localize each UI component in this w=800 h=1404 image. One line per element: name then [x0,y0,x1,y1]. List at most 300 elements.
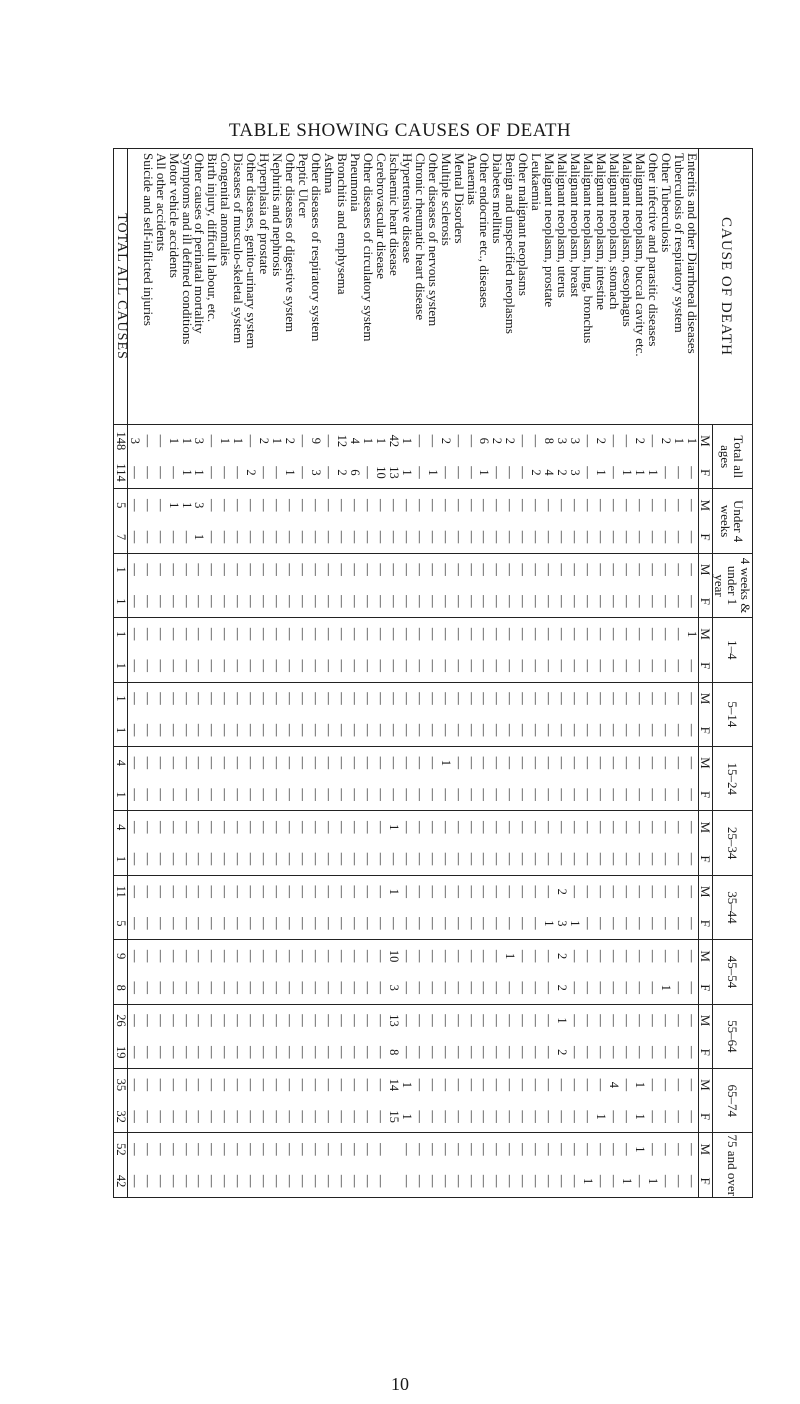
table-row [581,149,594,1198]
count-cell: — [438,1143,453,1156]
count-cell: — [322,563,337,576]
count-cell: — [257,563,272,576]
table-row [193,149,206,1198]
count-cell: — [361,650,374,682]
count-cell: — [127,756,142,770]
count-cell: — [504,779,517,811]
count-cell: — [412,821,427,834]
count-cell: — [658,1143,673,1156]
count-cell: — [179,821,194,834]
count-cell: — [658,821,673,834]
count-cell: — [373,1014,388,1027]
count-cell: — [244,563,259,576]
count-cell: — [166,1014,181,1027]
count-cell: — [555,499,570,512]
count-cell: — [568,586,581,618]
count-cell: — [658,692,673,705]
count-cell: — [374,1036,387,1068]
count-cell: — [374,908,387,940]
count-cell: 9 [309,437,324,444]
count-cell: — [399,756,414,770]
count-cell: — [180,972,193,1004]
count-cell: — [490,499,505,512]
table-row [659,149,672,1198]
table-row [672,149,685,1198]
sex-header-f: F [699,586,713,618]
cause-header: CAUSE OF DEATH [699,149,753,425]
cause-label: Multiple sclerosis [439,149,452,425]
table-row [374,149,387,1198]
count-cell: — [283,499,298,512]
count-cell: — [451,627,466,641]
count-cell: — [296,714,309,746]
count-cell: — [529,434,544,448]
count-cell: — [154,779,167,811]
count-cell: — [658,1014,673,1027]
count-cell: — [581,586,594,618]
count-cell: — [192,949,207,963]
rotated-table [113,148,753,1198]
count-cell: — [685,521,698,553]
count-cell: 10 [374,457,387,489]
count-cell: 1 [633,457,646,489]
count-cell: — [219,779,232,811]
count-cell: — [555,756,570,770]
count-cell: 1 [179,502,194,509]
count-cell: — [283,949,298,963]
count-cell: — [568,521,581,553]
count-cell: — [503,1143,518,1156]
count-cell: 1 [166,437,181,444]
count-cell: — [296,1143,311,1156]
count-cell: — [491,843,504,875]
count-cell: — [581,457,594,489]
count-cell: — [127,499,142,512]
count-cell: — [387,586,400,618]
count-cell: — [451,692,466,705]
count-cell: — [620,650,633,682]
count-cell: — [413,1165,426,1197]
count-cell: — [568,843,581,875]
count-cell: — [594,779,607,811]
count-cell: — [426,650,439,682]
count-cell: — [141,908,154,940]
count-cell: — [335,843,348,875]
count-cell: — [141,1101,154,1133]
count-cell: — [283,1078,298,1092]
count-cell: — [322,843,335,875]
count-cell: — [594,908,607,940]
count-cell: — [258,843,271,875]
total-cell: 1 [114,682,128,714]
count-cell: — [452,714,465,746]
count-cell: 1 [218,437,233,444]
count-cell: — [632,821,647,834]
count-cell: — [645,692,660,705]
table-row [361,149,374,1198]
count-cell: — [490,563,505,576]
count-cell: — [607,586,620,618]
count-cell: — [140,1078,155,1092]
count-cell: — [334,756,349,770]
count-cell: — [205,885,220,898]
count-cell: — [283,650,296,682]
table-row [387,149,400,1198]
count-cell: — [490,627,505,641]
count-cell: — [542,499,557,512]
count-cell: — [244,692,259,705]
count-cell: — [386,692,401,705]
count-cell: — [400,972,413,1004]
count-cell: — [503,885,518,898]
count-cell: — [374,650,387,682]
count-cell: — [347,563,362,576]
count-cell: 1 [632,1081,647,1089]
sex-header-m: M [698,499,713,512]
count-cell: — [400,521,413,553]
cause-label: Congenital anomalies [219,149,232,425]
count-cell: — [452,843,465,875]
count-cell: — [671,756,686,770]
count-cell: — [671,821,686,834]
count-cell: — [464,1014,479,1027]
count-cell: — [360,692,375,705]
count-cell: 1 [438,759,453,766]
count-cell: — [154,1036,167,1068]
count-cell: — [619,627,634,641]
count-cell: — [543,1101,556,1133]
count-cell: — [581,821,596,834]
count-cell: — [348,1165,361,1197]
count-cell: — [400,843,413,875]
count-cell: — [568,1101,581,1133]
count-cell: — [555,1143,570,1156]
count-cell: — [206,779,219,811]
count-cell: — [232,908,245,940]
count-cell: — [271,521,284,553]
count-cell: — [633,1165,646,1197]
count-cell: — [594,885,609,898]
count-cell: — [387,521,400,553]
count-cell: — [141,1036,154,1068]
count-cell: 3 [568,457,581,489]
table-row [154,149,167,1198]
count-cell: — [413,972,426,1004]
count-cell: — [568,779,581,811]
cause-label: Asthma [322,149,335,425]
table-row [141,149,154,1198]
table-row [296,149,309,1198]
count-cell: — [619,563,634,576]
count-cell: 1 [193,457,206,489]
table-row [348,149,361,1198]
count-cell: — [464,1078,479,1092]
count-cell: — [296,692,311,705]
count-cell: — [322,1036,335,1068]
count-cell: — [219,843,232,875]
count-cell: — [672,586,685,618]
count-cell: — [322,1078,337,1092]
count-cell: — [529,692,544,705]
count-cell: — [231,692,246,705]
count-cell: — [632,563,647,576]
count-cell: 1 [400,457,413,489]
count-cell: — [477,692,492,705]
count-cell: — [530,1101,543,1133]
count-cell: — [141,972,154,1004]
sex-header-f: F [699,908,713,940]
age-group-header: 5–14 [713,682,753,746]
count-cell: — [374,714,387,746]
count-cell: — [258,714,271,746]
count-cell: — [607,779,620,811]
count-cell: — [283,1014,298,1027]
cause-label: Anaemias [465,149,478,425]
count-cell: — [271,972,284,1004]
count-cell: — [283,627,298,641]
count-cell: — [128,972,141,1004]
total-cell: 1 [114,714,128,746]
count-cell: 1 [283,457,296,489]
cause-label: Motor vehicle accidents [167,149,180,425]
sex-header-m: M [698,821,713,834]
count-cell: — [452,586,465,618]
total-cell: 4 [114,811,128,843]
count-cell: — [232,1036,245,1068]
count-cell: — [387,779,400,811]
count-cell: — [645,627,660,641]
count-cell: — [166,949,181,963]
count-cell: — [399,949,414,963]
count-cell: — [231,821,246,834]
count-cell: — [490,821,505,834]
count-cell: — [271,650,284,682]
header-row-groups [713,149,753,1198]
count-cell: — [309,821,324,834]
count-cell: 1 [193,521,206,553]
count-cell: — [685,650,698,682]
count-cell: — [140,627,155,641]
count-cell: — [205,756,220,770]
count-cell: — [452,779,465,811]
count-cell: — [309,692,324,705]
count-cell: 2 [555,952,570,960]
table-row [335,149,348,1198]
count-cell: 6 [477,437,492,444]
count-cell: — [503,499,518,512]
count-cell: — [413,843,426,875]
count-cell: — [141,714,154,746]
count-cell: — [658,949,673,963]
table-row [245,149,258,1198]
count-cell: — [244,949,259,963]
count-cell: — [334,885,349,898]
count-cell: — [232,457,245,489]
count-cell: — [491,521,504,553]
table-row [594,149,607,1198]
count-cell: — [296,1036,309,1068]
cause-label: Other diseases of nervous system [426,149,439,425]
count-cell: — [671,692,686,705]
count-cell: — [258,586,271,618]
count-cell: — [516,1014,531,1027]
count-cell: — [555,627,570,641]
count-cell: — [219,1036,232,1068]
cause-label: Malignant neoplasm, prostate [543,149,556,425]
total-cell: 35 [114,1069,128,1101]
sex-header-f: F [699,521,713,553]
count-cell: — [205,949,220,963]
count-cell: — [166,821,181,834]
count-cell: — [581,843,594,875]
count-cell: — [218,756,233,770]
count-cell: — [374,1165,387,1197]
count-cell: — [645,949,660,963]
count-cell: — [684,563,699,576]
count-cell: — [478,521,491,553]
count-cell: — [620,908,633,940]
count-cell: — [193,714,206,746]
count-cell: — [412,499,427,512]
count-cell: — [335,972,348,1004]
count-cell: — [322,692,337,705]
count-cell: — [646,650,659,682]
count-cell: — [219,1101,232,1133]
count-cell: — [192,692,207,705]
count-cell: — [645,1143,660,1156]
count-cell: — [672,843,685,875]
sex-header-f: F [699,650,713,682]
count-cell: — [672,908,685,940]
count-cell: 1 [386,824,401,831]
count-cell: — [348,908,361,940]
count-cell: — [322,1143,337,1156]
count-cell: — [594,521,607,553]
count-cell: — [477,499,492,512]
count-cell: — [179,885,194,898]
count-cell: — [658,756,673,770]
count-cell: — [373,499,388,512]
count-cell: — [140,1014,155,1027]
count-cell: — [283,821,298,834]
count-cell: — [503,1078,518,1092]
count-cell: — [439,779,452,811]
sex-header-m: M [698,1143,713,1156]
count-cell: — [193,1101,206,1133]
count-cell: — [244,627,259,641]
count-cell: — [205,627,220,641]
count-cell: — [594,756,609,770]
count-cell: 1 [646,457,659,489]
count-cell: — [672,779,685,811]
count-cell: — [477,756,492,770]
count-cell: — [231,1014,246,1027]
age-group-header: 25–34 [713,811,753,875]
count-cell: — [205,692,220,705]
count-cell: — [451,949,466,963]
page-title: TABLE SHOWING CAUSES OF DEATH [228,120,572,141]
count-cell: — [128,908,141,940]
count-cell: — [658,1078,673,1092]
count-cell: — [490,885,505,898]
count-cell: — [257,821,272,834]
count-cell: — [334,563,349,576]
count-cell: — [296,756,311,770]
count-cell: — [439,1101,452,1133]
count-cell: — [296,627,311,641]
table-row [646,149,659,1198]
total-cell: 5 [114,489,128,521]
count-cell: — [141,1165,154,1197]
count-cell: 1 [426,457,439,489]
count-cell: — [296,1014,311,1027]
count-cell: — [193,1165,206,1197]
count-cell: — [543,843,556,875]
count-cell: — [594,714,607,746]
count-cell: — [555,692,570,705]
count-cell: — [218,1078,233,1092]
count-cell: — [232,843,245,875]
count-cell: — [283,714,296,746]
count-cell: — [542,563,557,576]
count-cell: — [206,1165,219,1197]
count-cell: — [387,908,400,940]
cause-label: Other diseases, genito-urinary system [245,149,258,425]
count-cell: — [153,1143,168,1156]
count-cell: — [594,586,607,618]
count-cell: — [503,627,518,641]
count-cell: — [412,1014,427,1027]
cause-label: Suicide and self-inflicted injuries [141,149,154,425]
count-cell: — [464,756,479,770]
count-cell: — [257,499,272,512]
count-cell: — [258,457,271,489]
count-cell: — [464,885,479,898]
count-cell: — [594,1143,609,1156]
count-cell: — [452,650,465,682]
count-cell: — [516,499,531,512]
count-cell: — [478,1101,491,1133]
count-cell: — [334,499,349,512]
count-cell: — [556,650,569,682]
count-cell: — [245,1101,258,1133]
count-cell: — [334,1014,349,1027]
count-cell: — [581,1143,596,1156]
count-cell: 1 [400,1101,413,1133]
count-cell: — [271,457,284,489]
count-cell: — [451,499,466,512]
count-cell: — [594,1014,609,1027]
count-cell: — [412,949,427,963]
count-cell: — [517,908,530,940]
sex-header-m: M [698,885,713,898]
causes-table-area [113,148,753,1198]
count-cell: — [529,499,544,512]
count-cell: 1 [684,630,699,638]
count-cell: — [645,821,660,834]
count-cell: — [607,1165,620,1197]
count-cell: — [491,1036,504,1068]
count-cell: — [322,885,337,898]
count-cell: — [127,1078,142,1092]
count-cell: 1 [684,437,699,444]
count-cell: — [555,821,570,834]
count-cell: — [619,949,634,963]
count-cell: — [360,563,375,576]
count-cell: — [568,1078,583,1092]
count-cell: — [360,1078,375,1092]
sex-header-f: F [699,1036,713,1068]
